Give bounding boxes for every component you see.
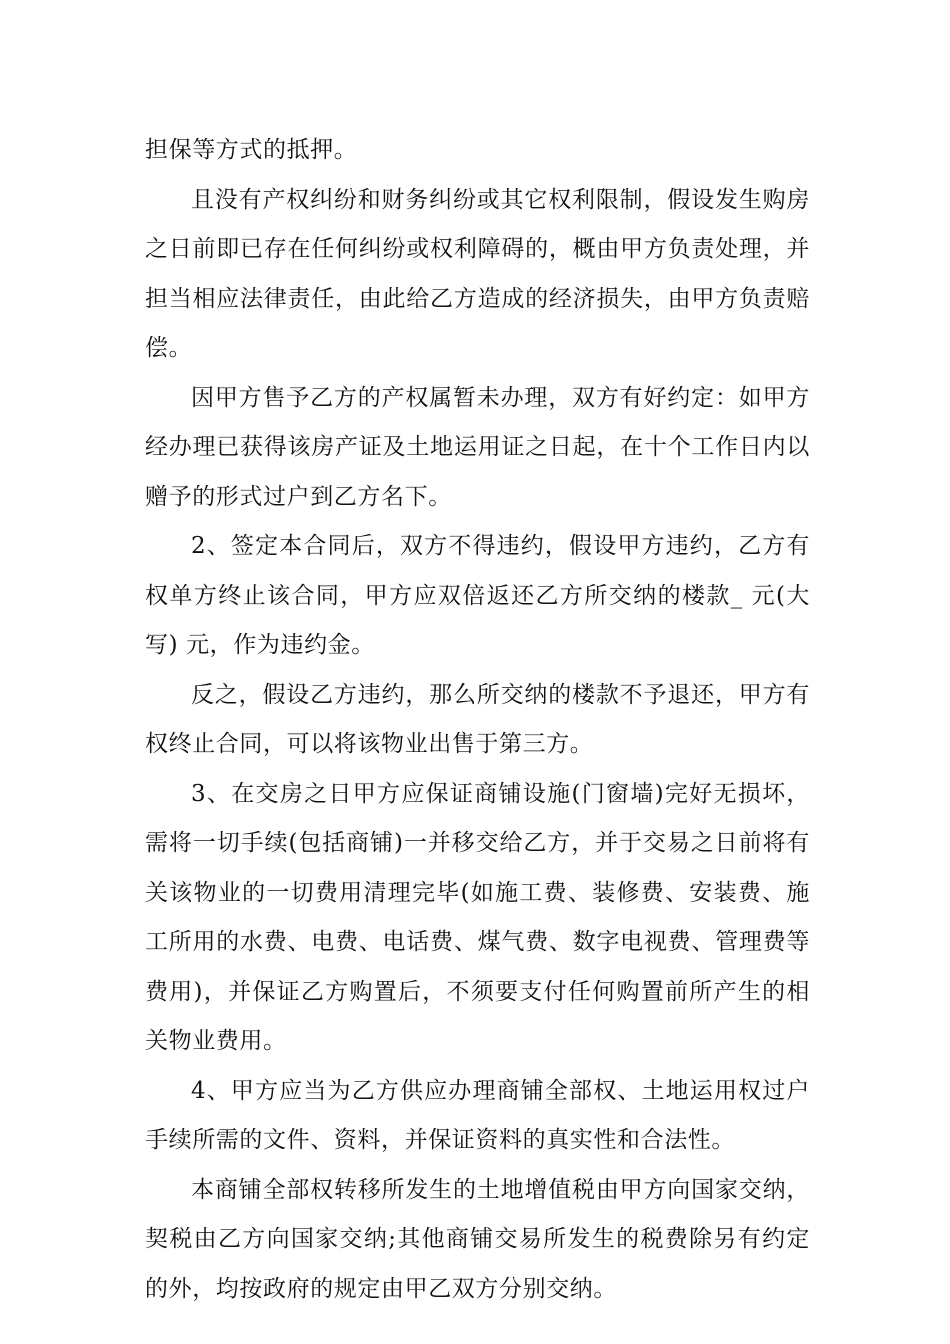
paragraph-2: 且没有产权纠纷和财务纠纷或其它权利限制，假设发生购房之日前即已存在任何纠纷或权利障碍的，概由甲方负责处理，并担当相应法律责任，由此给乙方造成的经济损失，由甲方负责赔偿。	[145, 186, 810, 361]
paragraph-6: 3、在交房之日甲方应保证商铺设施(门窗墙)完好无损坏，需将一切手续(包括商铺)一并移交给乙方，并于交易之日前将有关该物业的一切费用清理完毕(如施工费、装修费、安装费、施工所用的水费、电费、电话费、煤气费、数字电视费、管理费等费用)，并保证乙方购置后，不须要支付任何购置前所产生的相关物业费用。	[145, 780, 810, 1054]
paragraph-7: 4、甲方应当为乙方供应办理商铺全部权、土地运用权过户手续所需的文件、资料，并保证资料的真实性和合法性。	[145, 1077, 810, 1153]
paragraph-3: 因甲方售予乙方的产权属暂未办理，双方有好约定：如甲方经办理已获得该房产证及土地运用证之日起，在十个工作日内以赠予的形式过户到乙方名下。	[145, 384, 810, 510]
paragraph-4: 2、签定本合同后，双方不得违约，假设甲方违约，乙方有权单方终止该合同，甲方应双倍返还乙方所交纳的楼款_ 元(大写) 元，作为违约金。	[145, 533, 810, 658]
paragraph-8: 本商铺全部权转移所发生的土地增值税由甲方向国家交纳，契税由乙方向国家交纳;其他商铺交易所发生的税费除另有约定的外，均按政府的规定由甲乙双方分别交纳。	[145, 1176, 810, 1302]
paragraph-1: 担保等方式的抵押。	[145, 137, 358, 163]
paragraph-5: 反之，假设乙方违约，那么所交纳的楼款不予退还，甲方有权终止合同，可以将该物业出售于第三方。	[145, 681, 810, 757]
document-body	[145, 126, 810, 1314]
